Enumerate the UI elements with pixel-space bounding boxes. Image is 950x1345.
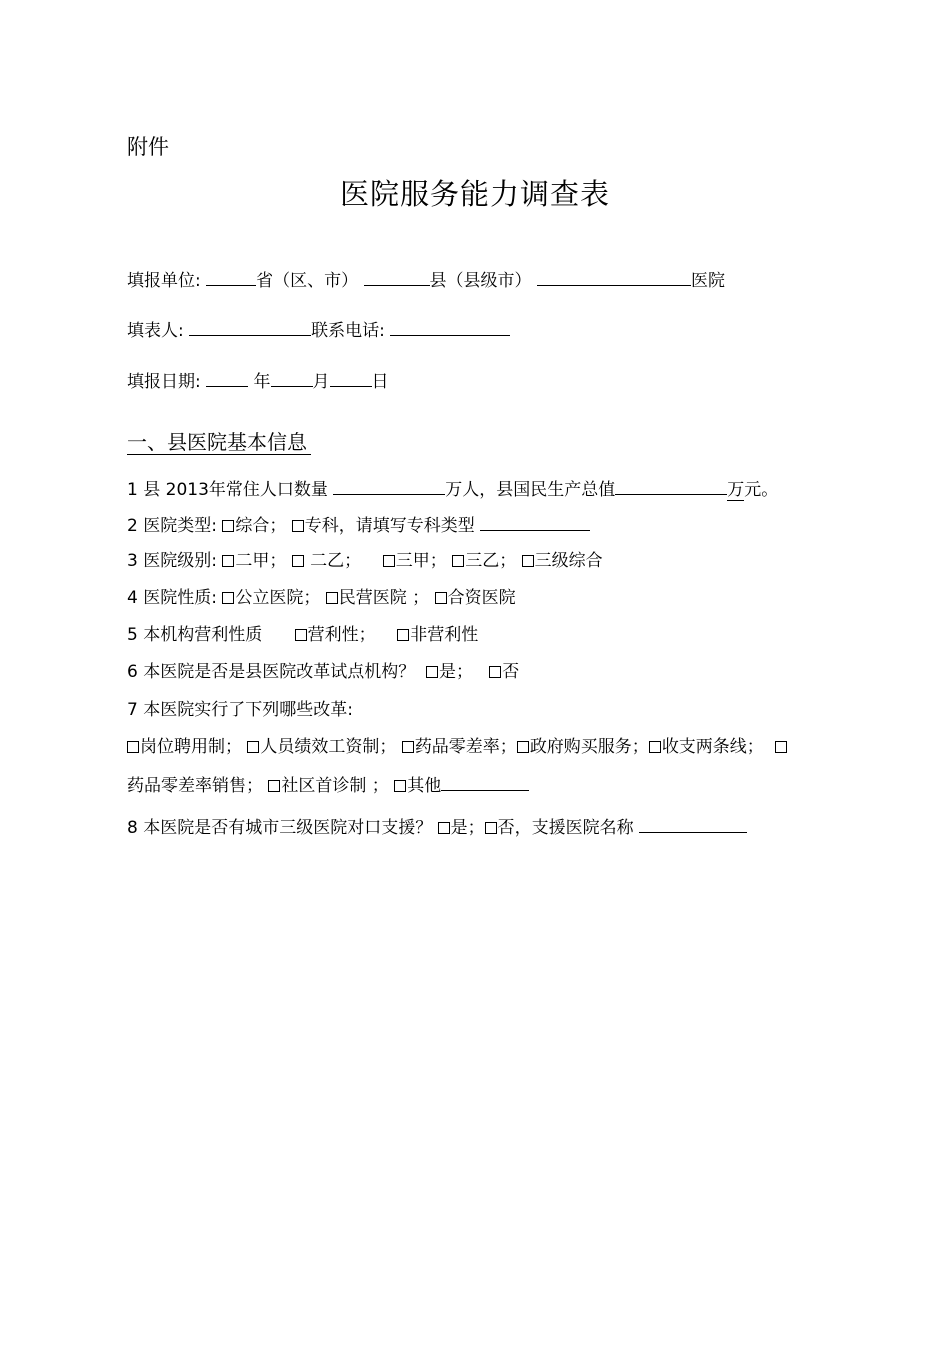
checkbox-for-profit[interactable] xyxy=(295,629,307,641)
q5-opt1: 营利性； xyxy=(307,625,376,645)
phone-field[interactable] xyxy=(390,318,510,336)
filler-field[interactable] xyxy=(189,318,311,336)
unit-label: 填报单位: xyxy=(127,271,201,291)
question-6 xyxy=(127,661,519,683)
q3-label: 3 医院级别: xyxy=(127,551,217,571)
year-field[interactable] xyxy=(206,369,248,387)
q8-opt2: 否，支援医院名称 xyxy=(497,818,634,838)
checkbox-level-2b[interactable] xyxy=(292,555,304,567)
gdp-field[interactable] xyxy=(615,477,727,495)
page-title: 医院服务能力调查表 xyxy=(339,177,610,211)
province-label: 省（区、市） xyxy=(256,271,359,291)
filler-row xyxy=(127,318,510,342)
checkbox-specialty[interactable] xyxy=(292,520,304,532)
other-reform-field[interactable] xyxy=(441,773,529,791)
hospital-field[interactable] xyxy=(537,268,691,286)
month-field[interactable] xyxy=(271,369,313,387)
q7-opt3: 药品零差率； xyxy=(414,737,517,757)
question-4 xyxy=(127,587,516,609)
checkbox-level-2a[interactable] xyxy=(222,555,234,567)
q7-opt8: 其他 xyxy=(407,776,442,796)
checkbox-post-employment[interactable] xyxy=(127,741,139,753)
checkbox-pilot-yes[interactable] xyxy=(426,666,438,678)
checkbox-performance-pay[interactable] xyxy=(247,741,259,753)
q3-opt1: 二甲； xyxy=(235,551,287,571)
checkbox-level-3a[interactable] xyxy=(383,555,395,567)
question-7-label: 7 本医院实行了下列哪些改革: xyxy=(127,700,353,720)
date-row xyxy=(127,369,389,393)
q7-opt5: 收支两条线； xyxy=(661,737,764,757)
q8-label: 8 本医院是否有城市三级医院对口支援？ xyxy=(127,818,433,838)
q6-opt2: 否 xyxy=(502,662,520,682)
q3-opt2: 二乙； xyxy=(304,551,362,571)
day-label: 日 xyxy=(371,372,389,392)
q7-opt4: 政府购买服务； xyxy=(529,737,649,757)
q7-opt6: 药品零差率销售； xyxy=(127,776,263,796)
hospital-suffix: 医院 xyxy=(690,271,725,291)
section-heading: 一、县医院基本信息 xyxy=(127,430,311,455)
q4-label: 4 医院性质: xyxy=(127,588,217,608)
checkbox-non-profit[interactable] xyxy=(397,629,409,641)
q7-opt7: 社区首诊制 ； xyxy=(281,776,389,796)
checkbox-joint-venture[interactable] xyxy=(435,592,447,604)
q6-opt1: 是； xyxy=(439,662,474,682)
q1-label: 1 县 2013年常住人口数量 xyxy=(127,480,328,500)
day-field[interactable] xyxy=(330,369,372,387)
question-7-options-line2 xyxy=(127,773,529,797)
month-label: 月 xyxy=(312,372,330,392)
q2-opt1: 综合； xyxy=(235,516,287,536)
q4-opt2: 民营医院 ； xyxy=(338,588,430,608)
checkbox-support-no[interactable] xyxy=(485,822,497,834)
q3-opt3: 三甲； xyxy=(395,551,447,571)
county-label: 县（县级市） xyxy=(429,271,532,291)
checkbox-general[interactable] xyxy=(222,520,234,532)
county-field[interactable] xyxy=(364,268,430,286)
question-8 xyxy=(127,815,747,839)
checkbox-other[interactable] xyxy=(394,780,406,792)
q1-end: 元。 xyxy=(744,480,779,500)
checkbox-community-first[interactable] xyxy=(268,780,280,792)
checkbox-zero-markup-sales[interactable] xyxy=(775,741,787,753)
reporting-unit-row xyxy=(127,268,725,292)
question-7-options-line1 xyxy=(127,736,788,758)
checkbox-zero-markup[interactable] xyxy=(402,741,414,753)
q7-opt2: 人员绩效工资制； xyxy=(260,737,397,757)
province-field[interactable] xyxy=(206,268,256,286)
q3-opt4: 三乙； xyxy=(465,551,517,571)
filler-label: 填表人: xyxy=(127,321,184,341)
q7-opt1: 岗位聘用制； xyxy=(140,737,242,757)
question-3 xyxy=(127,550,603,572)
q8-opt1: 是； xyxy=(450,818,485,838)
checkbox-separate-lines[interactable] xyxy=(649,741,661,753)
checkbox-private[interactable] xyxy=(326,592,338,604)
q5-opt2: 非营利性 xyxy=(410,625,479,645)
checkbox-level-3b[interactable] xyxy=(452,555,464,567)
specialty-type-field[interactable] xyxy=(480,513,590,531)
date-label: 填报日期: xyxy=(127,372,201,392)
support-hospital-field[interactable] xyxy=(639,815,747,833)
q1-unit-underlined: 万 xyxy=(727,480,745,500)
q4-opt1: 公立医院； xyxy=(235,588,321,608)
question-1 xyxy=(127,477,778,501)
year-label: 年 xyxy=(253,372,271,392)
q4-opt3: 合资医院 xyxy=(447,588,516,608)
question-5 xyxy=(127,624,478,646)
checkbox-level-3-general[interactable] xyxy=(522,555,534,567)
question-2 xyxy=(127,513,590,537)
q2-opt2: 专科，请填写专科类型 xyxy=(304,516,475,536)
checkbox-gov-purchase[interactable] xyxy=(517,741,529,753)
checkbox-support-yes[interactable] xyxy=(438,822,450,834)
q5-label: 5 本机构营利性质 xyxy=(127,625,263,645)
q1-mid: 万人，县国民生产总值 xyxy=(445,480,616,500)
attachment-label: 附件 xyxy=(127,135,169,159)
checkbox-pilot-no[interactable] xyxy=(489,666,501,678)
population-field[interactable] xyxy=(333,477,445,495)
q3-opt5: 三级综合 xyxy=(534,551,603,571)
phone-label: 联系电话: xyxy=(311,321,385,341)
q2-label: 2 医院类型: xyxy=(127,516,217,536)
checkbox-public[interactable] xyxy=(222,592,234,604)
q6-label: 6 本医院是否是县医院改革试点机构？ xyxy=(127,662,416,682)
